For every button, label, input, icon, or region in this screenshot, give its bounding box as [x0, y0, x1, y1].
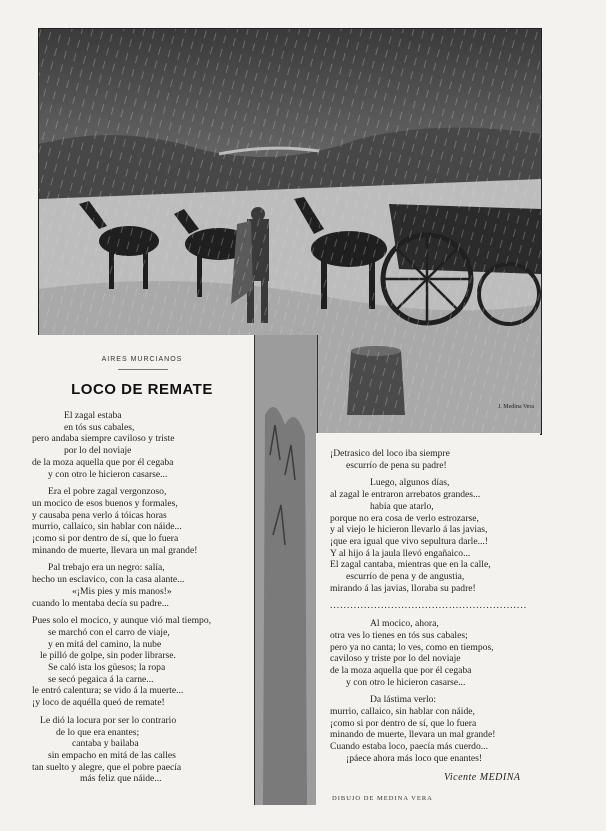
- stanza: [32, 410, 244, 480]
- illustration-credit: DIBUJO DE MEDINA VERA: [332, 795, 433, 802]
- poem-line: Pal trebajo era un negro: salía,: [48, 562, 165, 574]
- poem-line: otra ves lo tienes en tós sus cabales;: [330, 629, 468, 641]
- section-label: AIRES MURCIANOS: [101, 356, 183, 363]
- poem-line: de la moza aquella que por él cegaba: [32, 456, 174, 468]
- poem-line: en tós sus cabales,: [64, 421, 135, 433]
- poem-line: le entró calentura; se vido á la muerte...: [32, 685, 184, 697]
- poem-line: al zagal le entraron arrebatos grandes...: [330, 489, 481, 501]
- poem-line: Le dió la locura por ser lo contrario: [40, 714, 177, 726]
- poem-line: le pilló de golpe, sin poder librarse.: [40, 650, 176, 662]
- stanza: [32, 615, 244, 709]
- poem-title: LOCO DE REMATE: [71, 381, 213, 398]
- poem-line: se secó pegaica á la carne...: [48, 673, 154, 685]
- poem-line: minando de muerte, llevara un mal grande!: [330, 729, 496, 741]
- poem-line: Se caló ista los güesos; la ropa: [48, 662, 166, 674]
- poem-column-left: [32, 410, 244, 791]
- stanza: [32, 715, 244, 785]
- poem-line: y en mitá del camino, la nube: [48, 638, 162, 650]
- stanza: [330, 477, 536, 594]
- poem-line: El zagal cantaba, mientras que en la calle,: [330, 559, 491, 571]
- poem-line: de la moza aquella que por él cegaba: [330, 664, 472, 676]
- poem-line: ¡y loco de aquélla queó de remate!: [32, 697, 165, 709]
- illustration-grass-strip: [254, 335, 318, 805]
- poem-line: hecho un esclavico, con la casa alante...: [32, 574, 185, 586]
- poem-line: pero ya no canta; lo ves, como en tiempos,: [330, 641, 494, 653]
- illustration-signature: J. Medina Vera: [497, 404, 534, 410]
- poem-line: ¡que era igual que vivo sepultura darle...!: [330, 535, 488, 547]
- poem-line: Luego, algunos días,: [370, 477, 450, 489]
- title-divider: [118, 369, 168, 370]
- poem-line: más feliz que náide...: [80, 773, 162, 785]
- poem-line: escurrío de pena y de angustia,: [346, 571, 465, 583]
- poem-line: ¡como si por dentro de sí, que lo fuera: [32, 533, 179, 545]
- poem-line: murrio, callaico, sin hablar con náide...: [32, 521, 182, 533]
- poem-line: pero andaba siempre caviloso y triste: [32, 433, 175, 445]
- poem-column-right: [330, 448, 536, 771]
- poem-line: y causaba pena verlo á tóicas horas: [32, 509, 167, 521]
- poem-line: Y al hijo á la jaula llevó engañaico...: [330, 547, 471, 559]
- poem-line: y al viejo le hicieron llevarlo á las javias,: [330, 524, 488, 536]
- grass-drawing: [255, 335, 317, 805]
- poem-line: Al mocico, ahora,: [370, 618, 439, 630]
- stanza: [330, 618, 536, 688]
- poem-line: Da lástima verlo:: [370, 694, 437, 706]
- dotted-separator: ..........................................................: [330, 600, 528, 612]
- poem-line: y con otro le hicieron casarse...: [346, 676, 466, 688]
- poem-line: Era el pobre zagal vergonzoso,: [48, 486, 167, 498]
- poem-line: El zagal estaba: [64, 410, 122, 421]
- poem-line: y con otro le hicieron casarse...: [48, 468, 168, 480]
- poem-line: cuando lo mentaba decía su padre...: [32, 597, 169, 609]
- poem-line: murrio, callaico, sin hablar con náide,: [330, 706, 475, 718]
- stanza: [32, 486, 244, 556]
- poem-line: ¡como si por dentro de sí, que lo fuera: [330, 717, 477, 729]
- poem-line: tan suelto y alegre, que el pobre paecía: [32, 761, 182, 773]
- poem-line: de lo que era enantes;: [56, 726, 140, 738]
- poem-line: «¡Mis pies y mis manos!»: [72, 585, 172, 597]
- poem-line: escurrío de pena su padre!: [346, 459, 447, 471]
- stanza: [330, 448, 536, 471]
- poem-line: Pues solo el mocico, y aunque vió mal tiempo,: [32, 615, 212, 627]
- stanza: [32, 562, 244, 609]
- poem-line: mirando á las javias, lloraba su padre!: [330, 582, 476, 594]
- poem-line: porque no era cosa de verlo estrozarse,: [330, 512, 479, 524]
- stanza: [330, 694, 536, 764]
- poem-line: había que atarlo,: [370, 500, 434, 512]
- poem-line: cantaba y bailaba: [72, 738, 139, 750]
- poem-line: se marchó con el carro de viaje,: [48, 626, 170, 638]
- poem-line: caviloso y triste por lo del noviaje: [330, 653, 461, 665]
- poem-line: Cuando estaba loco, paecía más cuerdo...: [330, 741, 488, 753]
- author-name: Vicente MEDINA: [444, 772, 521, 783]
- poem-line: un mocico de esos buenos y formales,: [32, 497, 178, 509]
- poem-line: por lo del noviaje: [64, 445, 132, 457]
- poem-line: minando de muerte, llevara un mal grande!: [32, 544, 198, 556]
- poem-line: ¡Detrasico del loco iba siempre: [330, 448, 450, 459]
- poem-line: sin empacho en mitá de las calles: [48, 749, 176, 761]
- poem-line: ¡páece ahora más loco que enantes!: [346, 752, 483, 764]
